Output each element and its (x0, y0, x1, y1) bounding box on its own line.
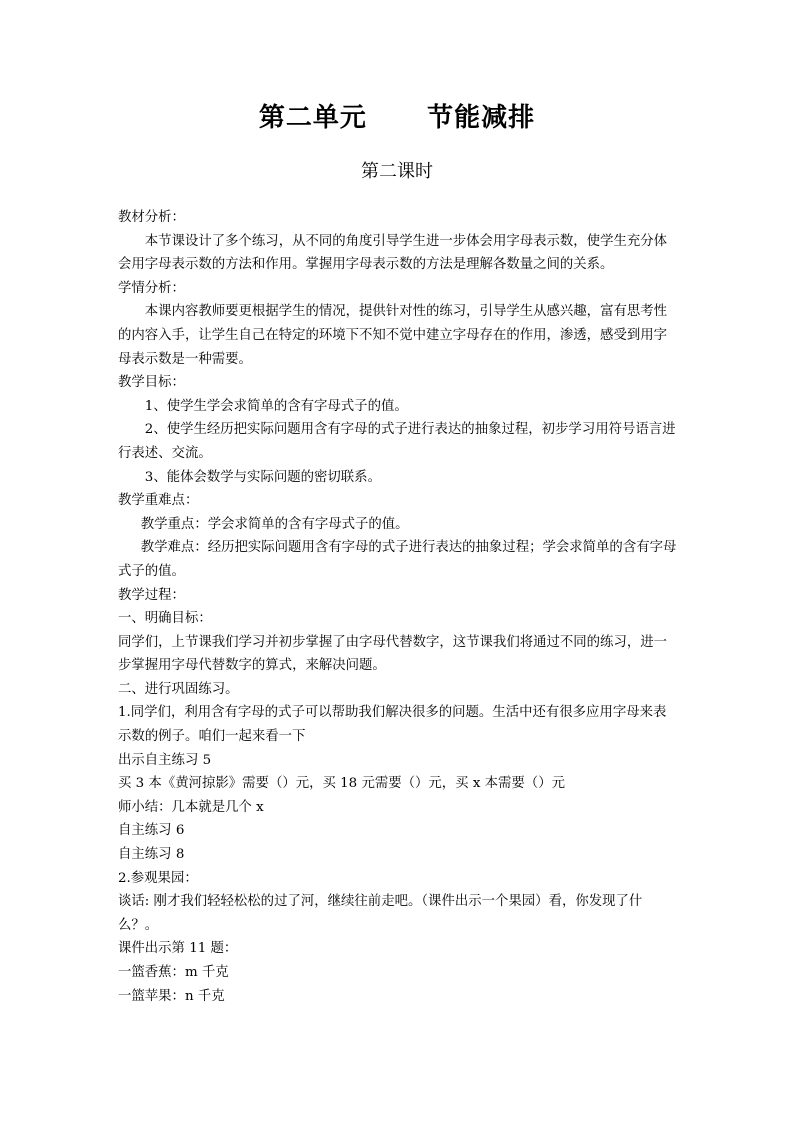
paragraph-student-analysis: 本课内容教师要更根据学生的情况，提供针对性的练习，引导学生从感兴趣，富有思考性的内容入手，让学生自己在特定的环境下不知不觉中建立字母存在的作用，渗透，感受到用字母表示数是一种需要。 (118, 304, 668, 367)
section-heading-material-analysis: 教材分析： (118, 210, 185, 225)
goal-item-2: 2、使学生经历把实际问题用含有字母的式子进行表达的抽象过程，初步学习用符号语言进行表述、交流。 (118, 422, 676, 461)
document-body (118, 206, 678, 1008)
paragraph-talk: 谈话: 刚才我们轻轻松松的过了河，继续往前走吧。（课件出示一个果园）看，你发现了什么？。 (118, 894, 643, 933)
section-heading-teaching-goals: 教学目标： (118, 375, 185, 391)
paragraph-exercise-1: 1.同学们，利用含有字母的式子可以帮助我们解决很多的问题。生活中还有很多应用字母来表示数的例子。咱们一起来看一下 (118, 705, 667, 745)
section-heading-teaching-process: 教学过程： (118, 587, 185, 603)
paragraph-material-analysis: 本节课设计了多个练习，从不同的角度引导学生进一步体会用字母表示数，使学生充分体会用字母表示数的方法和作用。掌握用字母表示数的方法是理解各数量之间的关系。 (118, 233, 668, 273)
line-book-question: 买 3 本《黄河掠影》需要（）元，买 18 元需要（）元，买 x 本需要（）元 (118, 776, 565, 792)
step-heading-1: 一、明确目标： (118, 611, 212, 627)
line-banana-basket: 一篮香蕉：m 千克 (118, 965, 229, 980)
step-heading-2: 二、进行巩固练习。 (118, 681, 239, 697)
document-subtitle: 第二课时 (361, 161, 433, 182)
line-teacher-summary: 师小结：几本就是几个 x (118, 799, 264, 815)
line-apple-basket: 一篮苹果：n 千克 (118, 988, 225, 1004)
line-orchard-visit: 2.参观果园： (118, 870, 198, 886)
document-title: 第二单元 节能减排 (258, 103, 536, 133)
goal-item-1: 1、使学生学会求简单的含有字母式子的值。 (144, 398, 408, 414)
line-exercise-5: 出示自主练习 5 (118, 752, 212, 768)
line-exercise-8: 自主练习 8 (118, 847, 185, 863)
paragraph-intro: 同学们，上节课我们学习并初步掌握了由字母代替数字，这节课我们将通过不同的练习，进一步掌握用字母代替数字的算式，来解决问题。 (118, 634, 668, 674)
key-point: 教学重点：学会求简单的含有字母式子的值。 (140, 516, 409, 532)
difficult-point: 教学难点：经历把实际问题用含有字母的式子进行表达的抽象过程；学会求简单的含有字母式子的值。 (118, 540, 677, 579)
section-heading-key-points: 教学重难点： (118, 493, 199, 509)
section-heading-student-analysis: 学情分析： (118, 280, 185, 296)
goal-item-3: 3、能体会数学与实际问题的密切联系。 (144, 469, 381, 485)
line-exercise-11: 课件出示第 11 题： (118, 941, 238, 957)
line-exercise-6: 自主练习 6 (118, 823, 185, 839)
